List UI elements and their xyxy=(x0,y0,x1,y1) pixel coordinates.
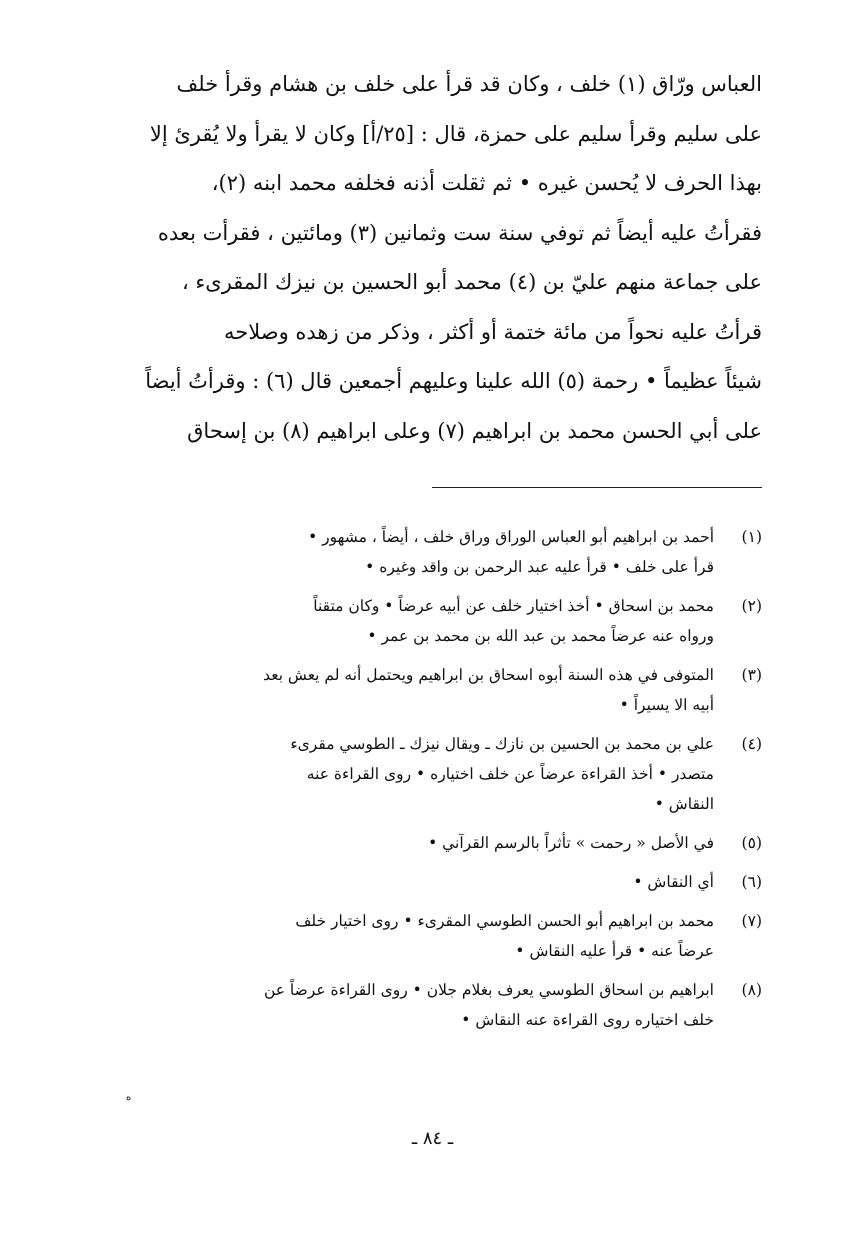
footnote-line: ابراهيم بن اسحاق الطوسي يعرف بغلام جلان • روى القراءة عرضاً عن xyxy=(263,981,714,999)
footnote-line: محمد بن ابراهيم أبو الحسن الطوسي المقرىء • روى اختيار خلف xyxy=(295,912,714,930)
footnote-number: (٨) xyxy=(741,981,762,999)
footnote-body xyxy=(100,828,714,858)
footnote-body xyxy=(100,906,714,966)
footnote-line: المتوفى في هذه السنة أبوه اسحاق بن ابراهيم ويحتمل أنه لم يعش بعد xyxy=(263,666,714,684)
footnote-number: (٤) xyxy=(741,735,762,753)
footnote-line: أي النقاش • xyxy=(633,873,714,891)
footnote-body xyxy=(100,660,714,720)
main-text-line: العباس ورّاق (١) خلف ، وكان قد قرأ على خلف بن هشام وقرأ خلف xyxy=(176,72,762,96)
main-text-line: على جماعة منهم عليّ بن (٤) محمد أبو الحسين بن نيزك المقرىء ، xyxy=(181,270,762,294)
footnote-body xyxy=(100,867,714,897)
footnote-7 xyxy=(100,906,762,966)
footnote-body xyxy=(100,729,714,819)
footnote-line: متصدر • أخذ القراءة عرضاً عن خلف اختياره • روى القراءة عنه xyxy=(306,765,714,783)
footnote-number: (٢) xyxy=(741,597,762,615)
main-text-line: بهذا الحرف لا يُحسن غيره • ثم ثقلت أذنه فخلفه محمد ابنه (٢)، xyxy=(211,171,762,195)
footnote-number: (٦) xyxy=(741,873,762,891)
footnote-line: قرأ على خلف • قرأ عليه عبد الرحمن بن واقد وغيره • xyxy=(365,558,714,576)
footnote-line: أحمد بن ابراهيم أبو العباس الوراق وراق خلف ، أيضاً ، مشهور • xyxy=(308,528,714,546)
footnote-line: النقاش • xyxy=(654,795,714,813)
page-number: ـ ٨٤ ـ xyxy=(411,1128,454,1149)
footnote-2 xyxy=(100,591,762,651)
footnote-line: أبيه الا يسيراً • xyxy=(619,696,714,714)
footnote-5 xyxy=(100,828,762,858)
main-text-line: على أبي الحسن محمد بن ابراهيم (٧) وعلى ابراهيم (٨) بن إسحاق xyxy=(187,418,762,443)
footnote-line: محمد بن اسحاق • أخذ اختيار خلف عن أبيه عرضاً • وكان متقناً xyxy=(313,597,714,615)
footnote-line: خلف اختياره روى القراءة عنه النقاش • xyxy=(461,1011,714,1029)
footnote-line: عرضاً عنه • قرأ عليه النقاش • xyxy=(515,942,714,960)
footnote-divider xyxy=(432,487,762,488)
footnote-number: (٣) xyxy=(741,666,762,684)
footnote-3 xyxy=(100,660,762,720)
main-text-line: قرأتُ عليه نحواً من مائة ختمة أو أكثر ، وذكر من زهده وصلاحه xyxy=(223,319,762,344)
footnotes-section xyxy=(100,522,762,1044)
main-text-line: على سليم وقرأ سليم على حمزة، قال : [٢٥/أ] وكان لا يقرأ ولا يُقرئ إلا xyxy=(149,121,762,146)
footnote-number: (٧) xyxy=(741,912,762,930)
footnote-body xyxy=(100,975,714,1035)
footnote-line: علي بن محمد بن الحسين بن نازك ـ ويقال نيزك ـ الطوسي مقرىء xyxy=(290,735,714,753)
footnote-line: في الأصل « رحمت » تأثراً بالرسم القرآني • xyxy=(428,834,714,852)
main-text-line: فقرأتُ عليه أيضاً ثم توفي سنة ست وثمانين (٣) ومائتين ، فقرأت بعده xyxy=(157,220,762,245)
footnote-1 xyxy=(100,522,762,582)
stray-mark: ه xyxy=(126,1092,132,1103)
footnote-line: ورواه عنه عرضاً محمد بن عبد الله بن محمد بن عمر • xyxy=(367,627,714,645)
footnote-body xyxy=(100,591,714,651)
footnote-number: (٥) xyxy=(741,834,762,852)
footnote-8 xyxy=(100,975,762,1035)
footnote-4 xyxy=(100,729,762,819)
footnote-6 xyxy=(100,867,762,897)
main-text-block xyxy=(112,60,762,456)
footnote-number: (١) xyxy=(741,528,762,546)
footnote-body xyxy=(100,522,714,582)
main-text-line: شيئاً عظيماً • رحمة (٥) الله علينا وعليهم أجمعين قال (٦) : وقرأتُ أيضاً xyxy=(145,369,762,393)
